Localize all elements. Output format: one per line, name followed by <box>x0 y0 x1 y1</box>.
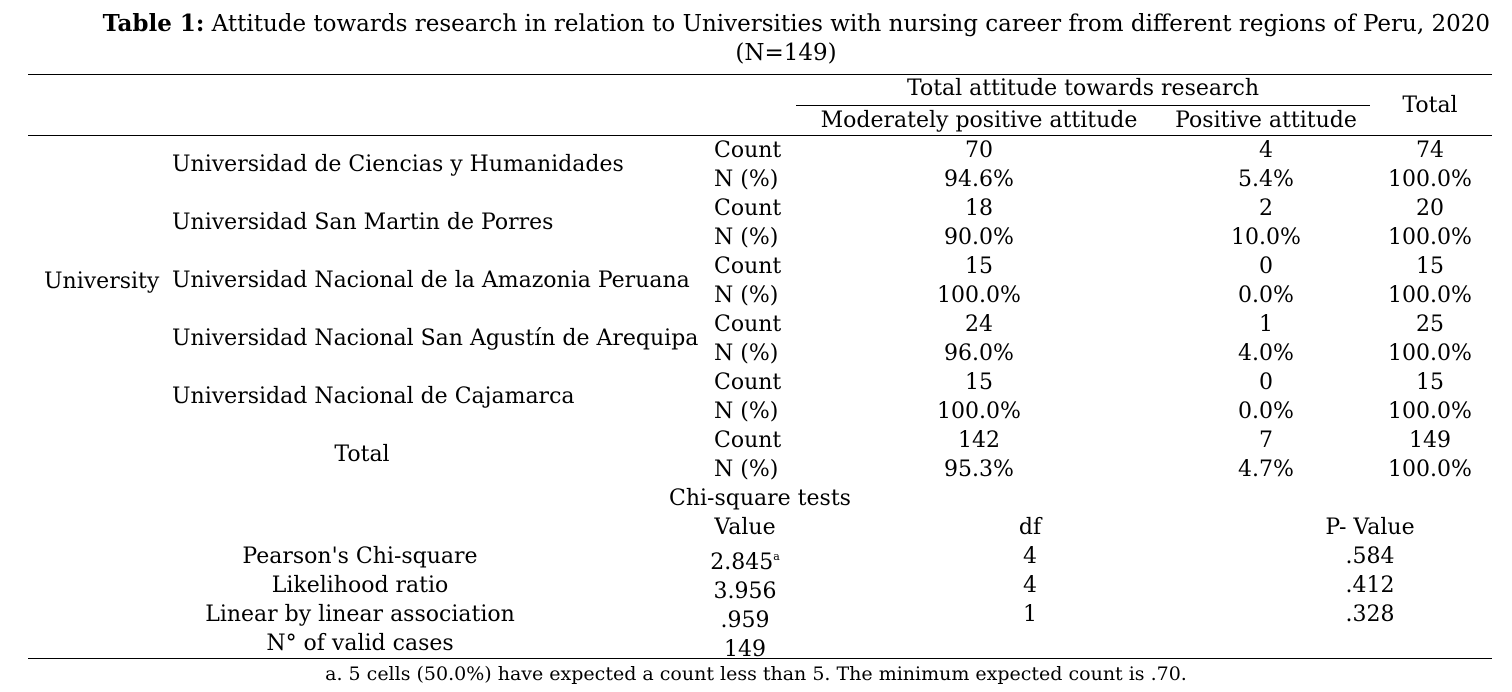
cell-pct-total: 100.0% <box>1388 457 1472 482</box>
chi-test-name: N° of valid cases <box>266 631 454 656</box>
chi-test-name: Pearson's Chi-square <box>242 544 478 569</box>
cell-pct-moderate: 100.0% <box>937 283 1021 308</box>
chi-test-p: .328 <box>1345 602 1395 627</box>
cell-count-moderate: 142 <box>958 428 1000 453</box>
row-pct-label: N (%) <box>714 341 779 366</box>
col-header-total: Total <box>1402 93 1458 118</box>
row-group-label: University <box>44 269 160 294</box>
row-count-label: Count <box>714 428 782 453</box>
cell-count-moderate: 70 <box>965 138 993 163</box>
row-count-label: Count <box>714 254 782 279</box>
row-university-name: Universidad San Martin de Porres <box>172 210 554 235</box>
header-bottom-rule <box>28 135 1492 136</box>
cell-count-total: 25 <box>1416 312 1444 337</box>
cell-pct-moderate: 96.0% <box>944 341 1014 366</box>
chi-test-value-text: 2.845 <box>710 550 774 575</box>
chi-test-value-text: .959 <box>720 608 770 633</box>
chi-test-df: 4 <box>1023 573 1037 598</box>
cell-pct-positive: 4.7% <box>1238 457 1294 482</box>
cell-count-positive: 7 <box>1259 428 1273 453</box>
cell-count-total: 74 <box>1416 138 1444 163</box>
row-university-name: Universidad Nacional de la Amazonia Peruana <box>172 268 690 293</box>
chi-test-p: .412 <box>1345 573 1395 598</box>
cell-pct-moderate: 95.3% <box>944 457 1014 482</box>
chi-title: Chi-square tests <box>669 486 851 511</box>
chi-test-value-footnote-mark: a <box>773 550 780 563</box>
chi-test-p: .584 <box>1345 544 1395 569</box>
cell-pct-total: 100.0% <box>1388 283 1472 308</box>
cell-count-moderate: 18 <box>965 196 993 221</box>
table-title-line2: (N=149) <box>735 40 837 66</box>
chi-col-p: P- Value <box>1325 515 1415 540</box>
row-count-label: Count <box>714 196 782 221</box>
row-count-label: Count <box>714 370 782 395</box>
cell-pct-total: 100.0% <box>1388 341 1472 366</box>
cell-count-positive: 1 <box>1259 312 1273 337</box>
row-count-label: Count <box>714 138 782 163</box>
chi-col-value: Value <box>714 515 776 540</box>
cell-pct-positive: 0.0% <box>1238 283 1294 308</box>
cell-pct-total: 100.0% <box>1388 399 1472 424</box>
group-header-rule <box>796 105 1370 106</box>
table-title-label: Table 1: <box>102 10 205 37</box>
cell-count-total: 15 <box>1416 254 1444 279</box>
cell-pct-total: 100.0% <box>1388 167 1472 192</box>
cell-count-positive: 0 <box>1259 254 1273 279</box>
cell-pct-positive: 4.0% <box>1238 341 1294 366</box>
table-title <box>20 8 1490 40</box>
table-title-text: Attitude towards research in relation to Universities with nursing career from different regions of Peru, 2020 <box>204 11 1490 37</box>
chi-test-value-text: 3.956 <box>713 579 777 604</box>
cell-count-positive: 0 <box>1259 370 1273 395</box>
cell-pct-moderate: 90.0% <box>944 225 1014 250</box>
cell-count-moderate: 15 <box>965 254 993 279</box>
chi-test-name: Likelihood ratio <box>271 573 449 598</box>
row-university-name: Total <box>334 442 390 467</box>
cell-pct-positive: 5.4% <box>1238 167 1294 192</box>
col-header-positive: Positive attitude <box>1175 108 1357 133</box>
chi-test-value-text: 149 <box>724 637 766 662</box>
group-header: Total attitude towards research <box>906 76 1260 101</box>
cell-count-total: 20 <box>1416 196 1444 221</box>
col-header-moderate: Moderately positive attitude <box>820 108 1138 133</box>
cell-count-total: 15 <box>1416 370 1444 395</box>
row-pct-label: N (%) <box>714 457 779 482</box>
cell-pct-positive: 0.0% <box>1238 399 1294 424</box>
chi-test-name: Linear by linear association <box>205 602 515 627</box>
row-university-name: Universidad de Ciencias y Humanidades <box>172 152 624 177</box>
cell-count-positive: 4 <box>1259 138 1273 163</box>
row-university-name: Universidad Nacional San Agustín de Arequipa <box>172 326 699 351</box>
row-count-label: Count <box>714 312 782 337</box>
row-pct-label: N (%) <box>714 167 779 192</box>
row-pct-label: N (%) <box>714 399 779 424</box>
row-university-name: Universidad Nacional de Cajamarca <box>172 384 575 409</box>
cell-pct-moderate: 100.0% <box>937 399 1021 424</box>
cell-pct-moderate: 94.6% <box>944 167 1014 192</box>
cell-count-total: 149 <box>1409 428 1451 453</box>
row-pct-label: N (%) <box>714 283 779 308</box>
chi-test-df: 4 <box>1023 544 1037 569</box>
cell-count-positive: 2 <box>1259 196 1273 221</box>
chi-test-df: 1 <box>1023 602 1037 627</box>
chi-col-df: df <box>1018 515 1042 540</box>
cell-pct-positive: 10.0% <box>1231 225 1301 250</box>
cell-count-moderate: 15 <box>965 370 993 395</box>
table-footnote: a. 5 cells (50.0%) have expected a count less than 5. The minimum expected count is .70. <box>325 663 1187 685</box>
row-pct-label: N (%) <box>714 225 779 250</box>
cell-pct-total: 100.0% <box>1388 225 1472 250</box>
chi-test-value <box>680 630 810 664</box>
cell-count-moderate: 24 <box>965 312 993 337</box>
